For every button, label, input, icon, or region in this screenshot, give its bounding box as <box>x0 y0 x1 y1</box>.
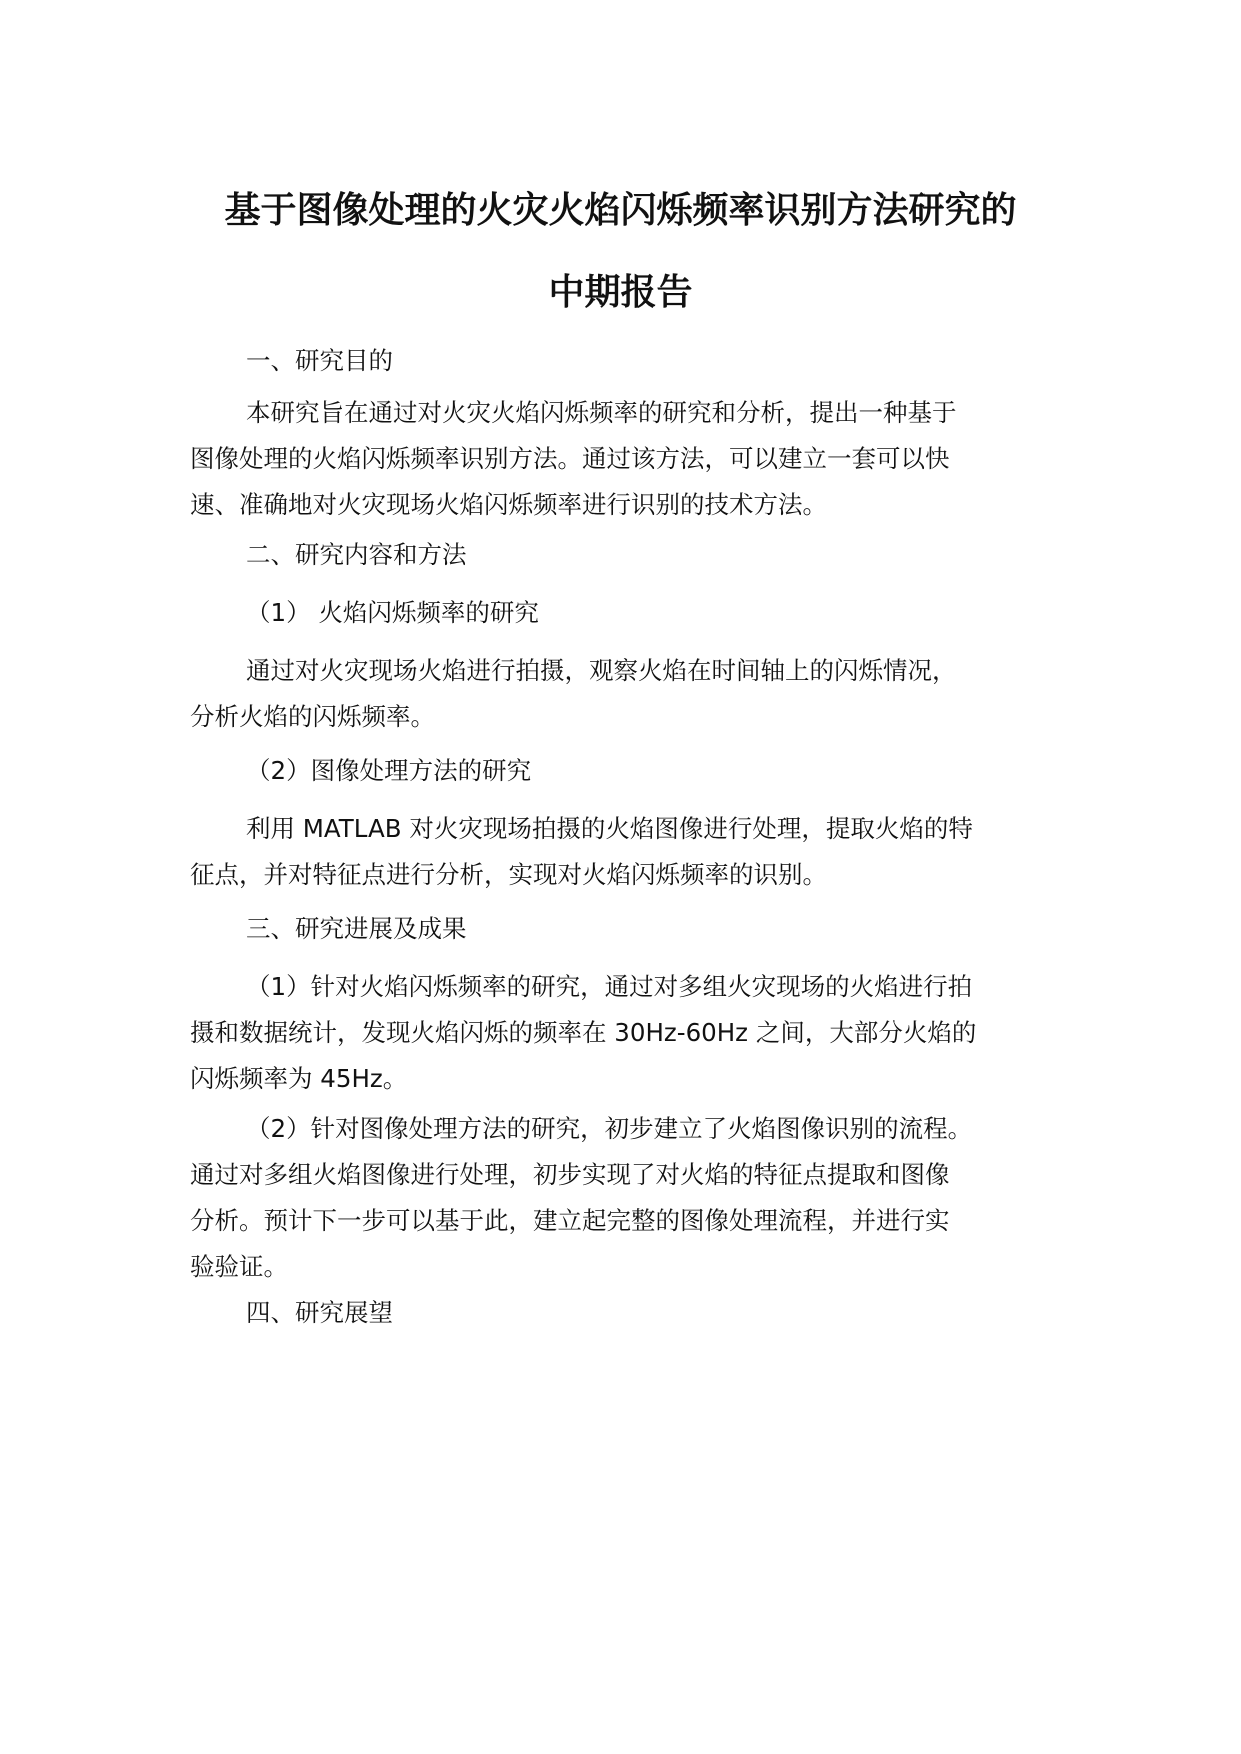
section-2-heading: 二、研究内容和方法 <box>246 540 467 569</box>
document-title-line-2: 中期报告 <box>548 272 693 313</box>
paragraph-line: 本研究旨在通过对火灾火焰闪烁频率的研究和分析，提出一种基于 <box>246 398 957 427</box>
section-2-paragraph-1 <box>190 648 1060 740</box>
paragraph-line: 分析火焰的闪烁频率。 <box>190 702 435 731</box>
section-4-heading: 四、研究展望 <box>246 1298 393 1327</box>
paragraph-line: 利用 MATLAB 对火灾现场拍摄的火焰图像进行处理，提取火焰的特 <box>246 814 973 843</box>
paragraph-line: 通过对火灾现场火焰进行拍摄，观察火焰在时间轴上的闪烁情况， <box>246 656 957 685</box>
section-1-heading: 一、研究目的 <box>246 346 393 375</box>
section-1-paragraph <box>190 390 1060 528</box>
document-title-line-1: 基于图像处理的火灾火焰闪烁频率识别方法研究的 <box>224 190 1017 231</box>
paragraph-line: （2）针对图像处理方法的研究，初步建立了火焰图像识别的流程。 <box>246 1114 973 1143</box>
section-2-subheading-1: （1） 火焰闪烁频率的研究 <box>246 598 539 627</box>
paragraph-line: 图像处理的火焰闪烁频率识别方法。通过该方法，可以建立一套可以快 <box>190 444 950 473</box>
section-2-paragraph-2 <box>190 806 1060 898</box>
paragraph-line: 摄和数据统计，发现火焰闪烁的频率在 30Hz-60Hz 之间，大部分火焰的 <box>190 1018 977 1047</box>
section-3-paragraph-2 <box>190 1106 1060 1290</box>
section-3-heading: 三、研究进展及成果 <box>246 914 467 943</box>
section-3-paragraph-1 <box>190 964 1060 1102</box>
paragraph-line: 验验证。 <box>190 1252 288 1281</box>
paragraph-line: 分析。预计下一步可以基于此，建立起完整的图像处理流程，并进行实 <box>190 1206 950 1235</box>
paragraph-line: 闪烁频率为 45Hz。 <box>190 1064 408 1093</box>
paragraph-line: 征点，并对特征点进行分析，实现对火焰闪烁频率的识别。 <box>190 860 827 889</box>
paragraph-line: （1）针对火焰闪烁频率的研究，通过对多组火灾现场的火焰进行拍 <box>246 972 973 1001</box>
paragraph-line: 速、准确地对火灾现场火焰闪烁频率进行识别的技术方法。 <box>190 490 827 519</box>
paragraph-line: 通过对多组火焰图像进行处理，初步实现了对火焰的特征点提取和图像 <box>190 1160 950 1189</box>
section-2-subheading-2: （2）图像处理方法的研究 <box>246 756 532 785</box>
